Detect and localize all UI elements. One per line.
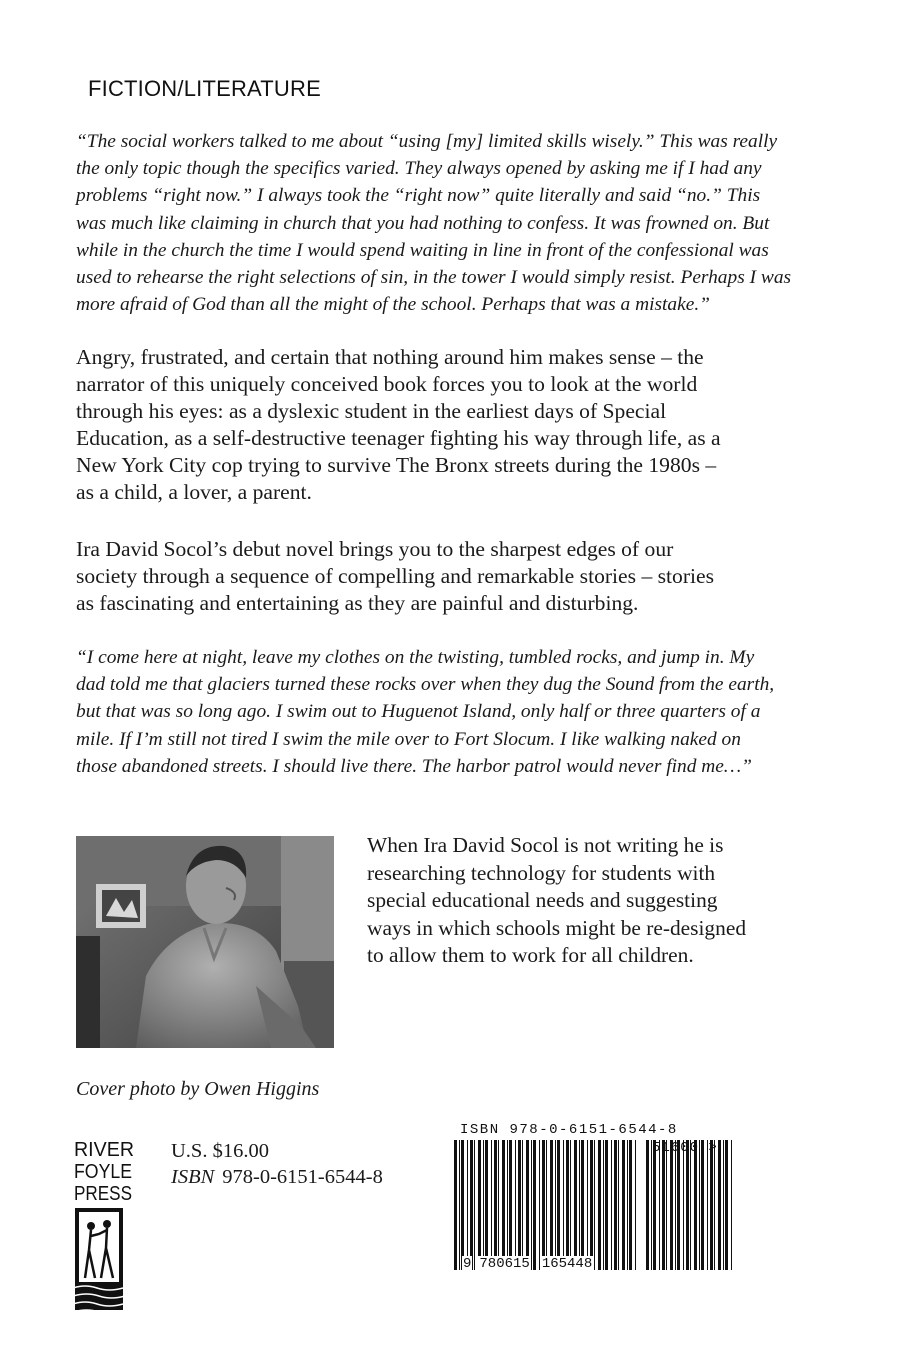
barcode-bar <box>614 1140 617 1270</box>
barcode-bar <box>590 1140 593 1270</box>
barcode-digits <box>462 1256 593 1272</box>
barcode-bar <box>627 1140 628 1270</box>
description-line: Education, as a self-destructive teenager fighting his way through life, as a <box>76 426 721 450</box>
barcode-bar <box>701 1140 704 1270</box>
barcode-bar <box>507 1140 508 1270</box>
publisher-logo <box>73 1138 137 1318</box>
barcode-bar <box>618 1140 619 1270</box>
barcode-bar <box>533 1140 536 1270</box>
barcode-bar <box>675 1140 676 1270</box>
barcode-bar <box>677 1140 680 1270</box>
barcode-bar <box>725 1140 728 1270</box>
barcode-bar <box>629 1140 632 1270</box>
barcode-bar <box>714 1140 715 1270</box>
barcode-bar <box>605 1140 608 1270</box>
description-line: New York City cop trying to survive The Bronx streets during the 1980s – <box>76 453 717 477</box>
barcode-bar <box>581 1140 584 1270</box>
barcode-bar <box>483 1140 484 1270</box>
barcode-bar <box>522 1140 523 1270</box>
category-label: FICTION/LITERATURE <box>88 76 321 101</box>
opening-quote <box>76 128 836 318</box>
barcode-bar <box>542 1140 545 1270</box>
quote-line: mile. If I’m still not tired I swim the mile over to Fort Slocum. I like walking naked on <box>76 728 741 750</box>
bio-line: ways in which schools might be re-designed <box>367 915 747 940</box>
barcode-bar <box>494 1140 497 1270</box>
barcode-bar <box>694 1140 697 1270</box>
publisher-line: PRESS <box>74 1183 132 1205</box>
bio-line: special educational needs and suggesting <box>367 888 718 912</box>
debut-line: society through a sequence of compelling and remarkable stories – stories <box>76 564 715 588</box>
quote-line: the only topic though the specifics varied. They always opened by asking me if I had any <box>76 158 762 180</box>
barcode-bar <box>622 1140 625 1270</box>
photo-credit: Cover photo by Owen Higgins <box>76 1078 320 1100</box>
barcode-bar <box>502 1140 505 1270</box>
barcode-addon-text: 51600 > <box>652 1140 718 1156</box>
barcode-bar <box>474 1140 475 1270</box>
barcode-bar <box>531 1140 532 1270</box>
description-line: through his eyes: as a dyslexic student in the earliest days of Special <box>76 399 667 423</box>
barcode-bar <box>491 1140 492 1270</box>
barcode-bar <box>666 1140 667 1270</box>
debut-paragraph <box>76 536 836 617</box>
barcode-bar <box>651 1140 652 1270</box>
barcode-bar <box>603 1140 604 1270</box>
quote-line: but that was so long ago. I swim out to Huguenot Island, only half or three quarters of a <box>76 701 761 723</box>
author-bio <box>367 832 837 970</box>
isbn-label: ISBN <box>171 1166 215 1188</box>
barcode-bar <box>731 1140 732 1270</box>
barcode-bar <box>690 1140 691 1270</box>
barcode-bar <box>683 1140 684 1270</box>
barcode-bar <box>478 1140 481 1270</box>
barcode-bar <box>515 1140 516 1270</box>
barcode-isbn-text: ISBN 978-0-6151-6544-8 <box>460 1122 678 1138</box>
book-description <box>76 344 836 506</box>
debut-line: as fascinating and entertaining as they are painful and disturbing. <box>76 591 639 615</box>
barcode-bar <box>498 1140 499 1270</box>
barcode-bar <box>546 1140 547 1270</box>
quote-line: those abandoned streets. I should live there. The harbor patrol would never find me…” <box>76 755 752 777</box>
barcode-bar <box>555 1140 556 1270</box>
description-line: narrator of this uniquely conceived book forces you to look at the world <box>76 372 698 396</box>
barcode-bar <box>707 1140 708 1270</box>
barcode-bar <box>710 1140 713 1270</box>
barcode-bar <box>598 1140 601 1270</box>
barcode-bar <box>566 1140 569 1270</box>
barcode-bar <box>570 1140 571 1270</box>
description-line: Angry, frustrated, and certain that nothing around him makes sense – the <box>76 345 704 369</box>
closing-quote <box>76 644 836 780</box>
barcode-bar <box>459 1140 460 1270</box>
barcode-bar <box>550 1140 553 1270</box>
barcode-lead-digit: 9 <box>463 1256 472 1272</box>
barcode-left-digits: 780615 <box>479 1256 530 1272</box>
publisher-line: FOYLE <box>74 1161 132 1183</box>
quote-line: “The social workers talked to me about “using [my] limited skills wisely.” This was really <box>76 131 778 152</box>
barcode-bar <box>653 1140 656 1270</box>
barcode-bar <box>526 1140 529 1270</box>
bio-line: researching technology for students with <box>367 860 716 885</box>
price: U.S. $16.00 <box>171 1140 269 1162</box>
barcode-bar <box>467 1140 468 1270</box>
price-block <box>171 1138 383 1190</box>
barcode-bar <box>659 1140 660 1270</box>
quote-line: more afraid of God than all the might of the school. Perhaps that was a mistake.” <box>76 294 710 316</box>
barcode-bar <box>454 1140 457 1270</box>
quote-line: “I come here at night, leave my clothes on the twisting, tumbled rocks, and jump in. My <box>76 647 755 668</box>
author-photo <box>76 836 334 1048</box>
barcode-bar <box>718 1140 721 1270</box>
barcode-bar <box>518 1140 521 1270</box>
quote-line: problems “right now.” I always took the “right now” quite literally and said “no.” This <box>76 185 761 207</box>
barcode-bar <box>574 1140 577 1270</box>
barcode-bar <box>470 1140 473 1270</box>
barcode-bar <box>635 1140 636 1270</box>
bio-line: to allow them to work for all children. <box>367 943 694 967</box>
barcode-right-digits: 165448 <box>541 1256 593 1272</box>
barcode-bar <box>509 1140 512 1270</box>
quote-line: was much like claiming in church that you had nothing to confess. It was frowned on. But <box>76 212 770 234</box>
barcode-bar <box>611 1140 612 1270</box>
barcode-bar <box>594 1140 595 1270</box>
barcode-bar <box>563 1140 564 1270</box>
barcode-bar <box>461 1140 464 1270</box>
isbn-line <box>171 1164 383 1190</box>
barcode-bar <box>579 1140 580 1270</box>
barcode-bar <box>670 1140 673 1270</box>
debut-line: Ira David Socol’s debut novel brings you to the sharpest edges of our <box>76 537 674 561</box>
isbn-value: 978-0-6151-6544-8 <box>222 1166 383 1188</box>
publisher-line: RIVER <box>74 1139 134 1161</box>
barcode-bar <box>557 1140 560 1270</box>
barcode-bar <box>646 1140 649 1270</box>
barcode-bar <box>587 1140 588 1270</box>
barcode-bar <box>662 1140 665 1270</box>
barcode-bar <box>699 1140 700 1270</box>
quote-line: used to rehearse the right selections of sin, in the tower I would simply resist. Perhaps I was <box>76 267 792 289</box>
bio-line: When Ira David Socol is not writing he is <box>367 833 724 857</box>
description-line: as a child, a lover, a parent. <box>76 480 312 504</box>
barcode-bar <box>723 1140 724 1270</box>
barcode-bar <box>539 1140 540 1270</box>
quote-line: while in the church the time I would spend waiting in line in front of the confessional was <box>76 239 769 261</box>
quote-line: dad told me that glaciers turned these rocks over when they dug the Sound from the earth, <box>76 674 775 696</box>
barcode-bar <box>485 1140 488 1270</box>
barcode-bar <box>686 1140 689 1270</box>
